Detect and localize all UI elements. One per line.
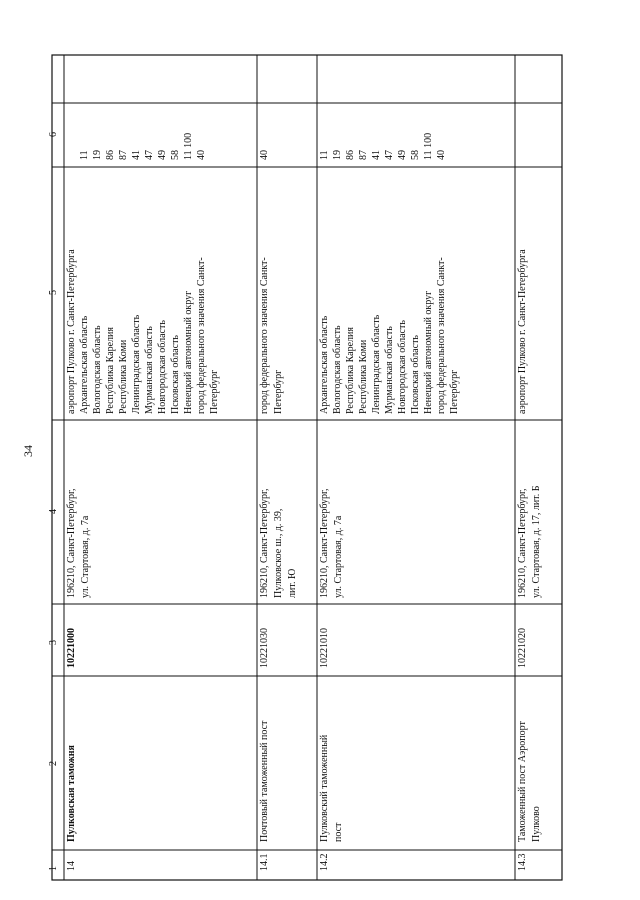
table-border [52, 55, 562, 880]
region-code: 40 [259, 150, 270, 160]
region-code: 41 [371, 150, 382, 160]
address-line: 196210, Санкт-Петербург, [66, 488, 77, 598]
region-code: 11 [79, 150, 90, 160]
region-line: город федерального значения Санкт- [196, 257, 207, 414]
region-line: Республика Коми [118, 339, 129, 414]
region-line: Ненецкий автономный округ [423, 290, 434, 414]
address-line: 196210, Санкт-Петербург, [319, 488, 330, 598]
region-code: 86 [105, 150, 116, 160]
region-line: аэропорт Пулково г. Санкт-Петербурга [517, 249, 528, 414]
region-line: Петербург [209, 369, 220, 414]
row-name: Почтовый таможенный пост [259, 720, 270, 842]
region-line: Петербург [273, 369, 284, 414]
region-line: Вологодская область [332, 325, 343, 414]
address-line: ул. Стартовая, д. 17, лит. Б [531, 485, 542, 598]
region-code: 58 [170, 150, 181, 160]
region-code: 11 100 [423, 132, 434, 160]
row-id: 14.1 [259, 853, 270, 871]
address-line: 196210, Санкт-Петербург, [259, 488, 270, 598]
row-name: Пулковская таможня [66, 745, 77, 842]
address-line: ул. Стартовая, д. 7а [333, 515, 344, 598]
row-code: 10221030 [259, 628, 270, 668]
header-col-1: 1 [48, 866, 59, 871]
region-code: 58 [410, 150, 421, 160]
row-code: 10221010 [319, 628, 330, 668]
region-line: Ленинградская область [371, 314, 382, 414]
row-id: 14 [66, 861, 77, 871]
region-code: 47 [144, 150, 155, 160]
region-line: Петербург [449, 369, 460, 414]
address-line: лит. Ю [287, 568, 298, 598]
region-line: Вологодская область [92, 325, 103, 414]
row-id: 14.2 [319, 853, 330, 871]
region-line: Новгородская область [157, 320, 168, 414]
region-code: 19 [92, 150, 103, 160]
row-14-3 [517, 249, 542, 871]
region-code: 87 [118, 150, 129, 160]
region-line: Архангельская область [79, 315, 90, 414]
grid-lines [52, 55, 562, 880]
region-line: город федерального значения Санкт- [259, 257, 270, 414]
rotated-table-page [48, 55, 562, 880]
row-name-line: Пулковский таможенный [319, 734, 330, 842]
region-line: Архангельская область [319, 315, 330, 414]
region-line: Псковская область [410, 335, 421, 414]
region-line: Республика Карелия [105, 327, 116, 414]
header-col-5: 5 [48, 290, 59, 295]
row-name-line: пост [333, 822, 344, 842]
header-col-2: 2 [48, 761, 59, 766]
address-line: ул. Стартовая, д. 7а [80, 515, 91, 598]
region-code: 11 100 [183, 132, 194, 160]
region-line: Республика Карелия [345, 327, 356, 414]
region-line: Мурманская область [144, 326, 155, 414]
row-name-line: Таможенный пост Аэропорт [517, 721, 528, 842]
region-code: 49 [397, 150, 408, 160]
region-code: 49 [157, 150, 168, 160]
header-col-3: 3 [48, 640, 59, 645]
region-code: 41 [131, 150, 142, 160]
row-code: 10221020 [517, 628, 528, 668]
region-line: город федерального значения Санкт- [436, 257, 447, 414]
region-code: 40 [436, 150, 447, 160]
region-code: 87 [358, 150, 369, 160]
column-headers [48, 132, 59, 871]
region-line: Республика Коми [358, 339, 369, 414]
region-line: Ленинградская область [131, 314, 142, 414]
row-14-1 [259, 150, 298, 871]
row-id: 14.3 [517, 853, 528, 871]
header-col-6: 6 [48, 132, 59, 137]
region-code: 19 [332, 150, 343, 160]
table-svg [48, 55, 562, 880]
region-code: 86 [345, 150, 356, 160]
region-line: Ненецкий автономный округ [183, 290, 194, 414]
region-code: 11 [319, 150, 330, 160]
page-number: 34 [21, 445, 35, 457]
region-line: аэропорт Пулково г. Санкт-Петербурга [66, 249, 77, 414]
row-name-line: Пулково [531, 806, 542, 842]
region-code: 47 [384, 150, 395, 160]
row-14-2 [319, 133, 460, 871]
address-line: 196210, Санкт-Петербург, [517, 488, 528, 598]
region-line: Новгородская область [397, 320, 408, 414]
address-line: Пулковское ш., д. 39, [273, 508, 284, 598]
region-line: Мурманская область [384, 326, 395, 414]
row-14 [66, 133, 220, 871]
region-code: 40 [196, 150, 207, 160]
header-col-4: 4 [48, 509, 59, 514]
row-code: 10221000 [66, 628, 77, 668]
region-line: Псковская область [170, 335, 181, 414]
